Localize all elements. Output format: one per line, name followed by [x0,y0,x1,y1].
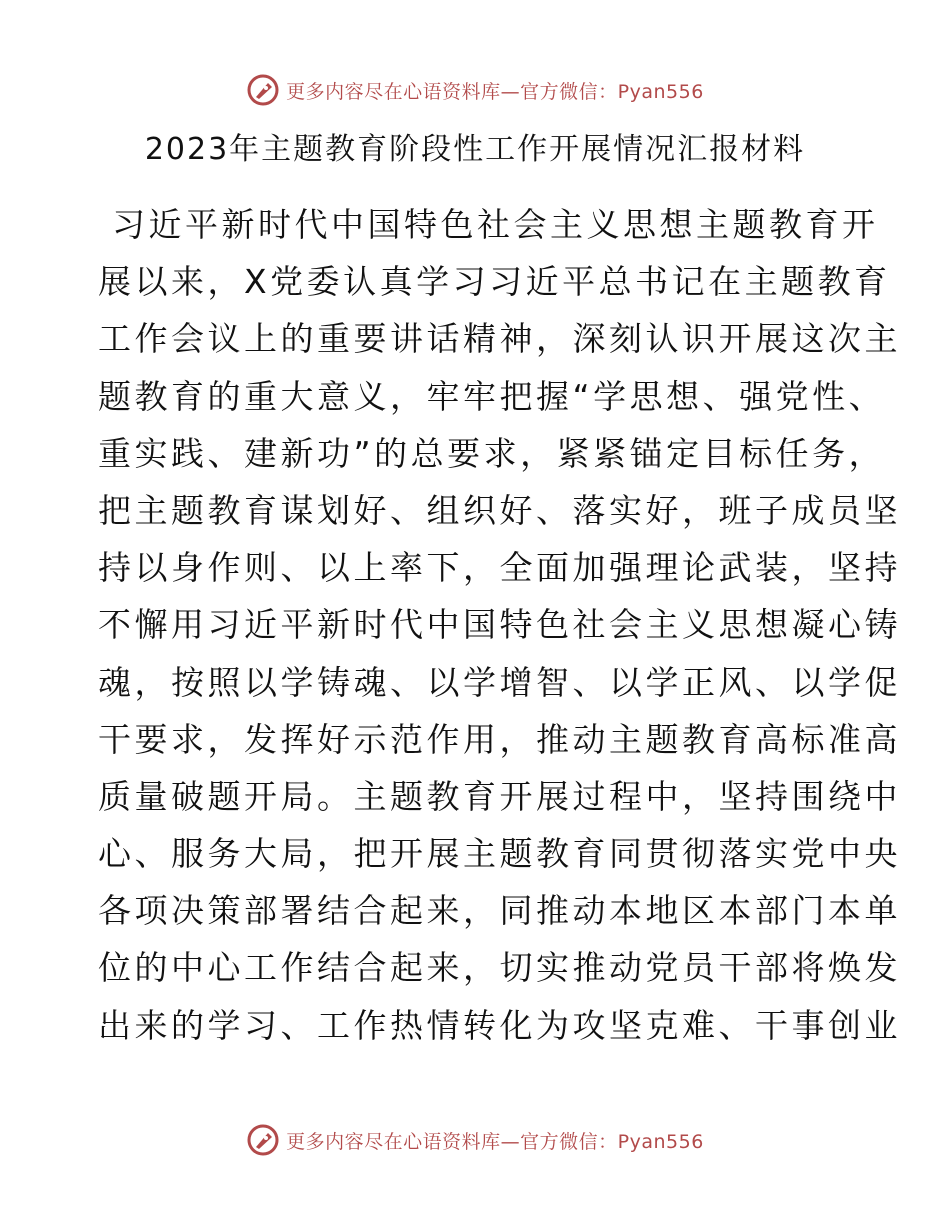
body-line: 工作会议上的重要讲话精神，深刻认识开展这次主 [98,319,901,359]
body-line: 干要求，发挥好示范作用，推动主题教育高标准高 [98,719,901,759]
body-line: 习近平新时代中国特色社会主义思想主题教育开 [112,205,879,244]
header-banner [0,70,950,110]
body-line: 不懈用习近平新时代中国特色社会主义思想凝心铸 [98,605,901,645]
body-line: 重实践、建新功”的总要求，紧紧锚定目标任务， [98,433,886,473]
body-line: 出来的学习、工作热情转化为攻坚克难、干事创业 [98,1005,901,1045]
body-line: 展以来，X党委认真学习习近平总书记在主题教育 [98,262,891,302]
body-line: 质量破题开局。主题教育开展过程中，坚持围绕中 [98,776,901,816]
footer-banner-text: 更多内容尽在心语资料库—官方微信：Pyan556 [286,1130,704,1153]
body-line: 题教育的重大意义，牢牢把握“学思想、强党性、 [98,376,886,416]
body-line: 心、服务大局，把开展主题教育同贯彻落实党中央 [98,834,901,874]
body-line: 持以身作则、以上率下，全面加强理论武装，坚持 [98,548,901,588]
body-line: 位的中心工作结合起来，切实推动党员干部将焕发 [98,948,901,988]
header-banner-text: 更多内容尽在心语资料库—官方微信：Pyan556 [286,80,704,103]
body-line: 魂，按照以学铸魂、以学增智、以学正风、以学促 [98,662,901,702]
pen-nib-logo-icon [246,73,280,107]
body-paragraph [98,196,901,1054]
body-line: 各项决策部署结合起来，同推动本地区本部门本单 [98,891,901,931]
pen-nib-logo-icon [246,1123,280,1157]
page-title: 2023年主题教育阶段性工作开展情况汇报材料 [144,132,806,167]
footer-banner [0,1120,950,1160]
body-line: 把主题教育谋划好、组织好、落实好，班子成员坚 [98,490,901,530]
